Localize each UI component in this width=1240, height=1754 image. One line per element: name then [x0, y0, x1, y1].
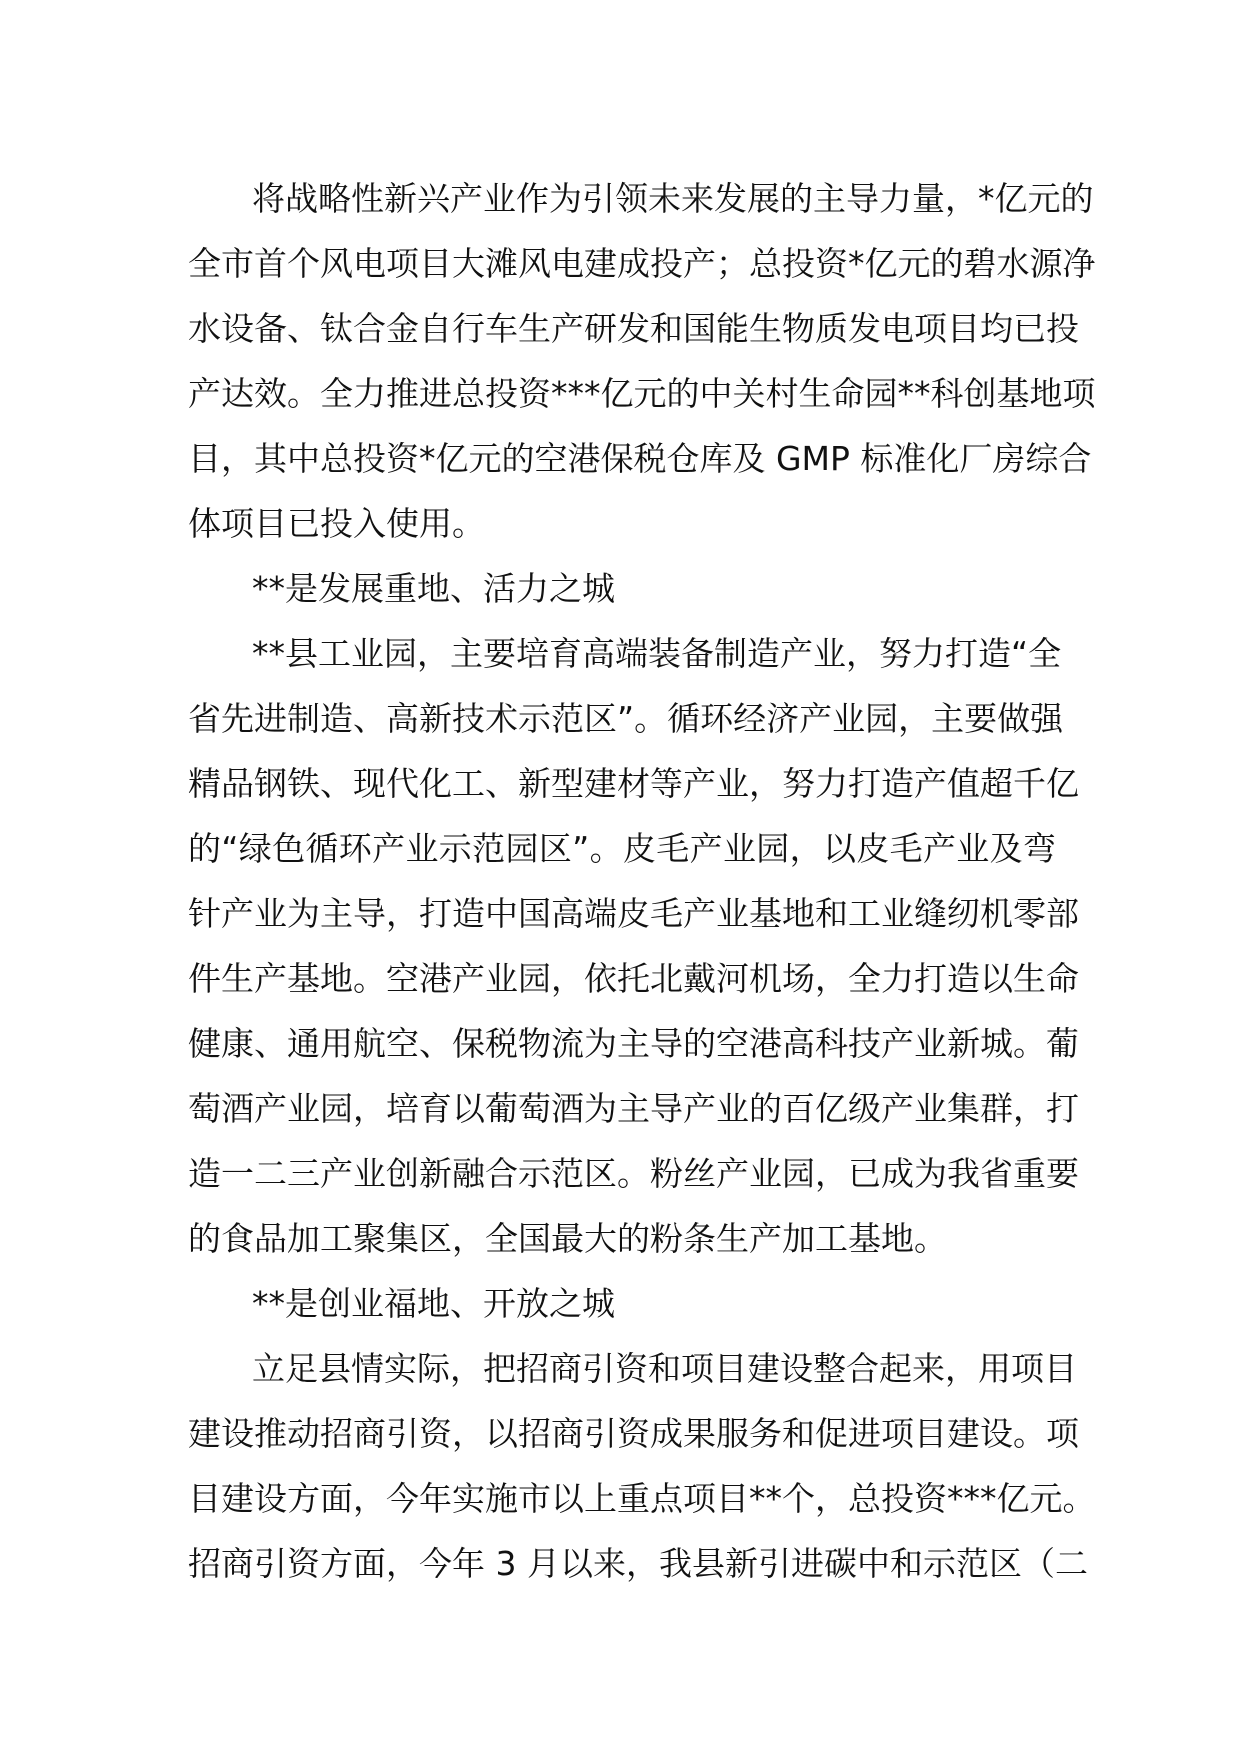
paragraph-2-line-1: **县工业园，主要培育高端装备制造产业，努力打造“全: [252, 634, 1062, 673]
paragraph-2-line-9: 造一二三产业创新融合示范区。粉丝产业园，已成为我省重要: [188, 1154, 1079, 1193]
paragraph-3-line-4: 招商引资方面，今年 3 月以来，我县新引进碳中和示范区（二: [188, 1544, 1088, 1583]
paragraph-3-line-1: 立足县情实际，把招商引资和项目建设整合起来，用项目: [252, 1349, 1077, 1388]
paragraph-2-line-8: 萄酒产业园，培育以葡萄酒为主导产业的百亿级产业集群，打: [188, 1089, 1079, 1128]
paragraph-2-line-3: 精品钢铁、现代化工、新型建材等产业，努力打造产值超千亿: [188, 764, 1079, 803]
section-heading-2: **是创业福地、开放之城: [252, 1284, 615, 1323]
paragraph-2-line-2: 省先进制造、高新技术示范区”。循环经济产业园，主要做强: [188, 699, 1064, 738]
paragraph-3-line-2: 建设推动招商引资，以招商引资成果服务和促进项目建设。项: [188, 1414, 1079, 1453]
paragraph-2-line-6: 件生产基地。空港产业园，依托北戴河机场，全力打造以生命: [188, 959, 1079, 998]
paragraph-2-line-4: 的“绿色循环产业示范园区”。皮毛产业园，以皮毛产业及弯: [188, 829, 1056, 868]
paragraph-1-line-4: 产达效。全力推进总投资***亿元的中关村生命园**科创基地项: [188, 374, 1096, 413]
paragraph-1-line-2: 全市首个风电项目大滩风电建成投产；总投资*亿元的碧水源净: [188, 244, 1096, 283]
paragraph-1-line-6: 体项目已投入使用。: [188, 504, 485, 543]
paragraph-2-line-7: 健康、通用航空、保税物流为主导的空港高科技产业新城。葡: [188, 1024, 1079, 1063]
paragraph-2-line-10: 的食品加工聚集区，全国最大的粉条生产加工基地。: [188, 1219, 947, 1258]
paragraph-1-line-3: 水设备、钛合金自行车生产研发和国能生物质发电项目均已投: [188, 309, 1079, 348]
paragraph-3-line-3: 目建设方面，今年实施市以上重点项目**个，总投资***亿元。: [188, 1479, 1096, 1518]
paragraph-2-line-5: 针产业为主导，打造中国高端皮毛产业基地和工业缝纫机零部: [188, 894, 1079, 933]
paragraph-1-line-1: 将战略性新兴产业作为引领未来发展的主导力量，*亿元的: [252, 179, 1094, 218]
paragraph-1-line-5: 目，其中总投资*亿元的空港保税仓库及 GMP 标准化厂房综合: [188, 439, 1092, 478]
section-heading-1: **是发展重地、活力之城: [252, 569, 615, 608]
document-body: [188, 166, 1096, 1596]
